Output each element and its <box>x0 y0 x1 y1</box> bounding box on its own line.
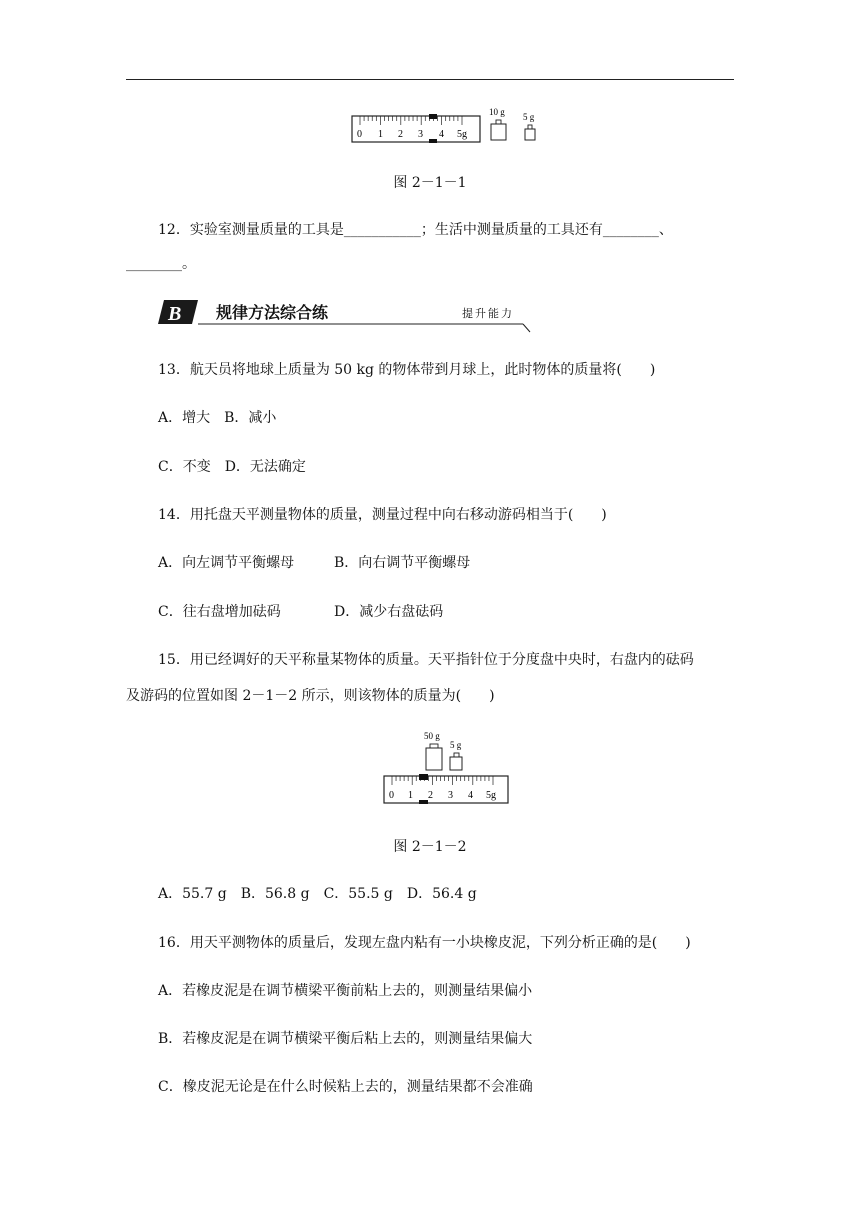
tick-label: 0 <box>357 129 362 140</box>
section-underline-tail <box>523 324 530 332</box>
q13-stem: 13．航天员将地球上质量为 50 kg 的物体带到月球上，此时物体的质量将( ) <box>158 362 656 378</box>
rider-top-2 <box>419 774 428 780</box>
weight-knob-50g <box>430 744 438 748</box>
q15-options: A．55.7 g B．56.8 g C．55.5 g D．56.4 g <box>158 886 477 902</box>
weight-knob-5g <box>528 125 532 129</box>
weight-knob-10g <box>496 120 501 124</box>
figure-1-balance-scale <box>350 104 550 148</box>
tick-label: 4 <box>439 129 444 140</box>
tick-label: 0 <box>389 790 394 801</box>
tick-label: 2 <box>398 129 403 140</box>
header-rule <box>126 79 734 80</box>
q13-options-cd: C．不变 D．无法确定 <box>158 459 306 475</box>
tick-label: 4 <box>468 790 473 801</box>
weight-label-5g: 5 g <box>523 112 535 122</box>
weight-label-50g: 50 g <box>424 731 440 741</box>
figure-2-balance-scale <box>380 728 520 808</box>
q16-option-b: B．若橡皮泥是在调节横梁平衡后粘上去的，则测量结果偏大 <box>158 1031 533 1047</box>
q16-option-a: A．若橡皮泥是在调节横梁平衡前粘上去的，则测量结果偏小 <box>158 983 533 999</box>
weight-label-5g: 5 g <box>450 740 462 750</box>
q12-line1: 12．实验室测量质量的工具是___________；生活中测量质量的工具还有________、 <box>158 222 673 238</box>
tick-label: 3 <box>418 129 423 140</box>
tick-label: 2 <box>428 790 433 801</box>
section-badge: B <box>168 303 182 325</box>
q14-option-c: C．往右盘增加砝码 <box>158 604 281 620</box>
q14-option-b: B．向右调节平衡螺母 <box>334 555 471 571</box>
weight-knob-5g <box>454 753 459 757</box>
weight-10g-icon <box>491 124 506 140</box>
weight-5g-icon <box>525 129 535 140</box>
tick-label: 1 <box>378 129 383 140</box>
q15-line1: 15．用已经调好的天平称量某物体的质量。天平指针位于分度盘中央时，右盘内的砝码 <box>158 652 694 668</box>
tick-label: 5g <box>457 129 467 140</box>
q12-line2: ________。 <box>126 256 196 272</box>
section-subtitle: 提升能力 <box>462 307 514 320</box>
figure-2-caption: 图 2－1－2 <box>393 839 467 855</box>
weight-5g-icon <box>450 757 462 770</box>
q15-line2: 及游码的位置如图 2－1－2 所示，则该物体的质量为( ) <box>126 688 495 704</box>
rider-bottom-1 <box>429 139 437 143</box>
figure-1-caption: 图 2－1－1 <box>393 175 467 191</box>
tick-label: 1 <box>408 790 413 801</box>
rider-bottom-2 <box>419 800 428 804</box>
tick-label: 5g <box>486 790 496 801</box>
section-title: 规律方法综合练 <box>216 303 329 322</box>
rider-top-1 <box>429 114 437 119</box>
q14-option-a: A．向左调节平衡螺母 <box>158 555 295 571</box>
weight-50g-icon <box>426 748 442 770</box>
weight-label-10g: 10 g <box>489 107 505 117</box>
q14-stem: 14．用托盘天平测量物体的质量，测量过程中向右移动游码相当于( ) <box>158 507 607 523</box>
q16-option-c: C．橡皮泥无论是在什么时候粘上去的，测量结果都不会准确 <box>158 1079 533 1095</box>
q14-option-d: D．减少右盘砝码 <box>334 604 444 620</box>
tick-label: 3 <box>448 790 453 801</box>
q13-options-ab: A．增大 B．减小 <box>158 410 277 426</box>
q16-stem: 16．用天平测物体的质量后，发现左盘内粘有一小块橡皮泥，下列分析正确的是( ) <box>158 935 691 951</box>
